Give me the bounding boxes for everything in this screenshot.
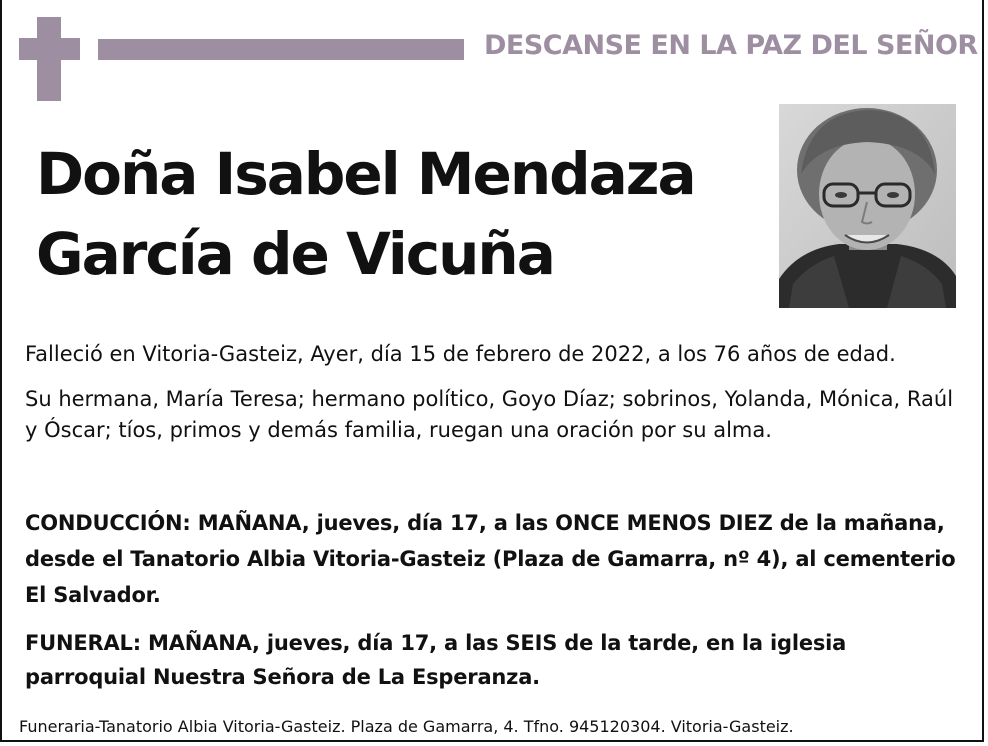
header-rule — [98, 39, 464, 60]
funeral-paragraph: FUNERAL: MAÑANA, jueves, día 17, a las SEIS de la tarde, en la iglesia parroquial Nuestra Señora de La Esperanza. — [25, 631, 847, 689]
portrait-image — [779, 104, 956, 308]
death-notice: Falleció en Vitoria-Gasteiz, Ayer, día 15 de febrero de 2022, a los 76 años de edad. — [25, 342, 896, 366]
portrait-photo — [779, 104, 956, 308]
header-title: DESCANSE EN LA PAZ DEL SEÑOR — [484, 30, 978, 61]
conduction-paragraph: CONDUCCIÓN: MAÑANA, jueves, día 17, a las ONCE MENOS DIEZ de la mañana, desde el Tanatorio Albia Vitoria-Gasteiz (Plaza de Gamarra, nº 4), al cementerio El Salvador. — [25, 511, 956, 607]
family-paragraph: Su hermana, María Teresa; hermano político, Goyo Díaz; sobrinos, Yolanda, Mónica, Raúl y Óscar; tíos, primos y demás familia, ruegan una oración por su alma. — [25, 387, 954, 442]
funeral-home-footer: Funeraria-Tanatorio Albia Vitoria-Gasteiz. Plaza de Gamarra, 4. Tfno. 945120304. Vitoria-Gasteiz. — [19, 717, 794, 736]
name-line-2: García de Vicuña — [36, 220, 554, 288]
name-line-1: Doña Isabel Mendaza — [36, 140, 695, 208]
deceased-name — [36, 134, 695, 294]
